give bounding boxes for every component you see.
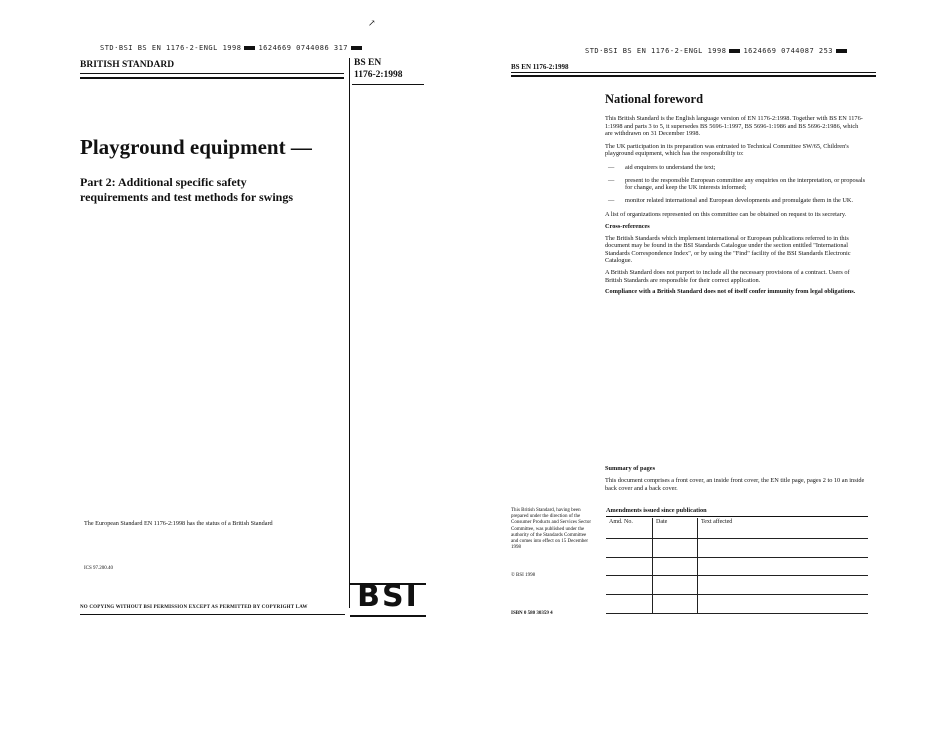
responsibility-item [605,164,867,172]
vertical-divider [349,58,350,608]
foreword-paragraph: The British Standards which implement international or European publications referred to in this document may be found in the BSI Standards Catalogue under the section entitled "International Standards Correspondence Index", or by using the "Find" facility of the BSI Standards Electronic Catalogue. [605,234,851,265]
bsi-copyright: © BSI 1998 [511,573,536,578]
right-scan-header-text: STD·BSI BS EN 1176-2-ENGL 1998 [585,47,727,55]
isbn: ISBN 0 580 30359 4 [511,611,553,616]
british-standard-label: BRITISH STANDARD [80,60,175,70]
foreword-paragraph: A British Standard does not purport to include all the necessary provisions of a contract. Users of British Standards are responsible for their correct application. [605,268,850,284]
summary-heading: Summary of pages [605,465,656,472]
column-header: Amd. No. [606,518,653,538]
bsi-logo-text: BSI [357,579,419,614]
ics-code: ICS 97.200.40 [84,566,114,571]
right-scan-header [585,47,850,55]
amendments-heading: Amendments issued since publication [606,507,707,514]
header-rule-thin [80,73,344,74]
list-dash: — [608,196,615,204]
responsibility-item-text: present to the responsible European committee any enquiries on the interpretation, or proposals for change, and keep the UK interests informed; [625,176,866,192]
scan-block-mark [351,46,362,50]
document-title: Playground equipment — [80,135,312,159]
foreword-title: National foreword [605,92,704,106]
amendments-top-rule [606,516,868,517]
amendments-header-row [606,518,868,538]
compliance-statement: Compliance with a British Standard does not of itself confer immunity from legal obligations. [605,288,856,296]
bsi-logo-bar [350,615,426,617]
publication-sidebar-note: This British Standard, having been prepared under the direction of the Consumer Products and Services Sector Committee, was published under the authority of the Standards Committee and comes into effect on 15 December 1998 [511,508,591,551]
left-scan-header-text: STD·BSI BS EN 1176-2-ENGL 1998 [100,44,242,52]
column-header: Date [653,518,698,538]
bs-en-number: 1176-2:1998 [354,70,403,80]
scan-block-mark [244,46,255,50]
scan-block-mark [729,49,740,53]
foreword-paragraph: A list of organizations represented on this committee can be obtained on request to its secretary. [605,211,847,219]
column-header: Text affected [698,518,869,538]
table-row [606,557,868,576]
bsi-logo [350,579,426,617]
summary-text: This document comprises a front cover, an inside front cover, the EN title page, pages 2 to 10 an inside back cover and a back cover. [605,477,865,492]
table-row [606,538,868,557]
left-scan-header-numbers: 1624669 0744086 317 [258,44,349,52]
responsibility-item [605,177,867,192]
foreword-paragraph: The UK participation in its preparation was entrusted to Technical Committee SW/65, Children's playground equipment, which has the responsibility to: [605,142,849,158]
responsibility-item [605,197,867,205]
table-row [606,595,868,614]
copyright-notice: NO COPYING WITHOUT BSI PERMISSION EXCEPT AS PERMITTED BY COPYRIGHT LAW [80,605,308,610]
responsibility-item-text: aid enquirers to understand the text; [625,163,716,171]
left-scan-header [100,44,365,52]
document-subtitle: Part 2: Additional specific safety requirements and test methods for swings [80,175,294,204]
left-page-mark: ↗ [368,18,376,28]
scan-block-mark [836,49,847,53]
amendments-table [606,518,868,614]
foreword-paragraph: This British Standard is the English language version of EN 1176-2:1998. Together with BS EN 1176-1:1998 and parts 3 to 5, it supersedes BS 5696-1:1997, BS 5696-1:1986 and BS 5696-2:1986, which are withdrawn on 31 December 1998. [605,115,863,138]
right-header-rule [511,72,876,73]
cross-references-heading: Cross-references [605,222,650,230]
right-page [475,0,950,735]
side-rule [352,84,424,85]
responsibility-item-text: monitor related international and European developments and promulgate them in the UK. [625,196,854,204]
list-dash: — [608,163,615,171]
right-scan-header-numbers: 1624669 0744087 253 [743,47,834,55]
table-row [606,576,868,595]
header-rule-thick [80,77,344,79]
foreword-body [605,115,867,296]
footer-rule [80,614,345,615]
right-header-ref: BS EN 1176-2:1998 [511,63,569,71]
bs-en-label: BS EN [354,58,382,68]
list-dash: — [608,176,615,184]
status-note: The European Standard EN 1176-2:1998 has the status of a British Standard [84,520,273,527]
right-header-rule-thick [511,75,876,77]
